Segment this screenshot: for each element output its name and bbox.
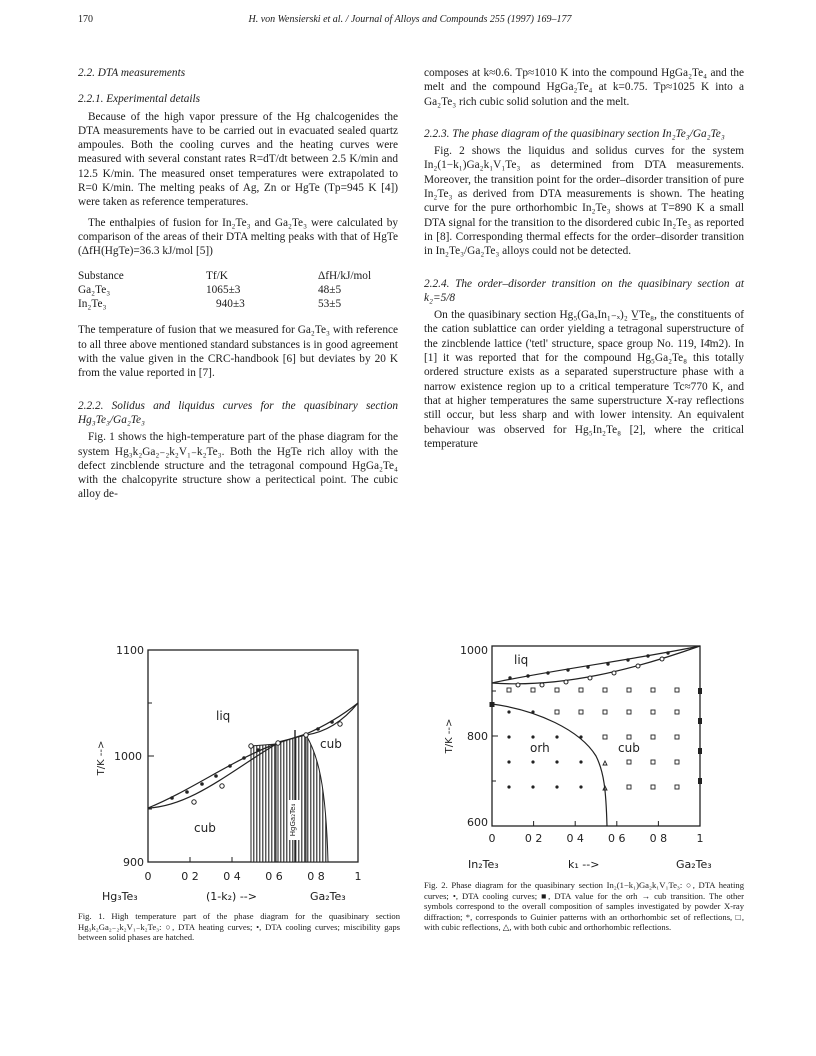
fig1-xtick: 0 8 (307, 870, 325, 883)
table-header-row (78, 269, 371, 283)
paragraph: The temperature of fusion that we measured for Ga₂Te₃ with reference to all three above mentioned standard substances is in good agreement with the value given in the CRC-handbook [6] but deviates by 20 K from the value reported in [7]. (78, 324, 398, 380)
fig2-xtick: 1 (696, 832, 704, 845)
table-header-cell: ΔfH/kJ/mol (318, 269, 372, 282)
table-cell: 53±5 (318, 298, 342, 311)
fig1-xtick: 0 4 (223, 870, 241, 883)
miscibility-gap-outer (306, 735, 328, 862)
subsection-title-solidus: 2.2.2. Solidus and liquidus curves for the quasibinary section Hg₃Te₃/Ga₂Te₃ (78, 399, 398, 426)
fig2-region-orh: orh (530, 741, 550, 755)
fig2-ytick: 1000 (460, 644, 488, 657)
fig1-region-cub-bottom: cub (194, 821, 216, 835)
paragraph: On the quasibinary section Hg₅(GaₓIn₁₋ₓ)₂ V̲Te₈, the constituents of the cation sublattice can order yielding a tetragonal superstructure of the zincblende lattice ('tetl' structure, space group No. 119, I4̄m2). In [1] it was reported that for the compound Hg₅Ga₂Te₈ this totally ordered structure exists as a separated superstructure phase with a narrow existence region up to a critical temperature Tc≈770 K, and that at higher temperatures the same superstructure X-ray reflections still occur, but less sharp and with lower intensity. An equivalent behaviour was observed for Hg₅In₂Te₈ [2], where the critical temperature (424, 309, 744, 450)
table-cell: In₂Te₃ (78, 298, 107, 311)
fig2-xtick: 0 4 (566, 832, 584, 845)
table-header-cell: Substance (78, 269, 124, 282)
fig2-plot (432, 640, 732, 850)
subsection-title-order-disorder: 2.2.4. The order–disorder transition on the quasibinary section at k₂=5/8 (424, 277, 744, 304)
fig1-compound-label: HgGa₂Te₄ (289, 803, 297, 837)
fig1-xlabel: (1-k₂) --> (206, 890, 257, 903)
fig2-ytick: 600 (467, 816, 488, 829)
fig1-xtick: 0 2 (181, 870, 199, 883)
table-header-cell: Tf/K (206, 269, 228, 282)
fig2-ylabel: T/K --> (444, 718, 455, 754)
running-head-text: H. von Wensierski et al. / Journal of Alloys and Compounds 255 (1997) 169–177 (248, 14, 572, 25)
fig1-plot (82, 640, 372, 883)
fig1-right-compound: Ga₂Te₃ (310, 890, 346, 903)
fig1-region-liq: liq (216, 709, 231, 723)
fig2-left-compound: In₂Te₃ (468, 858, 499, 871)
paragraph: composes at k≈0.6. Tp≈1010 K into the compound HgGa₂Te₄ and the melt and the compound HgGa₂Te₄ at k=0.75. Tp≈1025 K into a Ga₂Te₃ rich cubic solid solution and the melt. (424, 67, 744, 108)
paragraph: Fig. 1 shows the high-temperature part of the phase diagram for the system Hg₃k₂Ga₂₋₂k₂V₁₋k₂Te₃. Both the HgTe rich alloy with the defect zincblende structure and the tetragonal compound HgGa₂Te₄ with the chalcopyrite structure show a peritectical point. The cubic alloy de- (78, 431, 398, 501)
fig1-xtick: 1 (354, 870, 362, 883)
subsection-title-experimental: 2.2.1. Experimental details (78, 93, 201, 106)
fig2-xtick: 0 6 (608, 832, 626, 845)
table-cell: 940±3 (216, 298, 245, 311)
table-cell: Ga₂Te₃ (78, 283, 111, 296)
figure-1 (82, 640, 372, 903)
fig1-ytick: 1000 (114, 750, 142, 763)
paragraph: Fig. 2 shows the liquidus and solidus curves for the system In₂(1−k₁)Ga₂k₁V₁Te₃ as determined from DTA measurements. Moreover, the transition point for the order–disorder transition of pure In₂Te₃ as derived from DTA measurements is shown. The heating curve for the pure orthorhombic In₂Te₃ shows at T=890 K a small DTA signal for the transition to the disordered cubic In₂Te₃ as reported in [8]. Corresponding thermal effects for the order–disorder transition in In₂Te₃/Ga₂Te₃ alloys could not be detected. (424, 145, 744, 258)
fig2-xtick: 0 2 (524, 832, 543, 845)
fig1-ytick: 900 (123, 856, 144, 869)
fig2-xlabel: k₁ --> (568, 858, 600, 871)
miscibility-gap-right (278, 735, 306, 862)
table-row (78, 297, 371, 311)
enthalpy-table (78, 269, 371, 312)
paragraph: The enthalpies of fusion for In₂Te₃ and Ga₂Te₃ were calculated by comparison of the areas of their DTA melting peaks with that of HgTe (ΔfH(HgTe)=36.3 kJ/mol [5]) (78, 216, 398, 258)
page-number: 170 (78, 14, 93, 25)
fig1-ytick: 1100 (116, 644, 144, 657)
table-cell: 48±5 (318, 283, 342, 296)
fig2-xtick: 0 (488, 832, 496, 845)
fig1-xtick: 0 (144, 870, 152, 883)
paragraph: Because of the high vapor pressure of the Hg chalcogenides the DTA measurements have to be carried out in evacuated sealed quartz ampoules. Both the cooling curves and the heating curves were measured with several constant rates R=dT/dt between 2.5 K/min and 12.5 K/min. The measured onset temperatures were extrapolated to R=0 K/min. The melting peaks of Ag, Zn or HgTe (Tp=945 K [4]) were taken as reference temperatures. (78, 110, 398, 209)
fig1-xtick: 0 6 (265, 870, 283, 883)
left-column (78, 66, 398, 508)
fig1-region-cub-top: cub (320, 737, 342, 751)
subsection-title-in2te3: 2.2.3. The phase diagram of the quasibinary section In₂Te₃/Ga₂Te₃ (424, 127, 725, 140)
section-title: 2.2. DTA measurements (78, 67, 186, 79)
fig2-ytick: 800 (467, 730, 488, 743)
miscibility-gap-left (251, 744, 276, 862)
fig2-frame (492, 646, 700, 826)
right-column (424, 66, 744, 457)
fig2-right-compound: Ga₂Te₃ (676, 858, 712, 871)
figure-2 (432, 640, 732, 871)
running-header (78, 14, 742, 28)
fig2-xtick: 0 8 (649, 832, 668, 845)
fig1-ylabel: T/K --> (96, 740, 107, 776)
fig2-caption: Fig. 2. Phase diagram for the quasibinary section In₂(1−k₁)Ga₂k₁V₁Te₃: ○, DTA heating curves; •, DTA cooling curves; ■, DTA value for the orh → cub transition. The other symbols correspond to the overall composition of samples investigated by powder X-ray diffraction; *, corresponds to Guinier patterns with an orthorhombic set of reflections, □, with cubic reflections, △, with both cubic and orthorhombic reflections. (424, 880, 744, 933)
fig2-region-cub: cub (618, 741, 640, 755)
fig1-left-compound: Hg₃Te₃ (102, 890, 138, 903)
fig1-caption: Fig. 1. High temperature part of the phase diagram for the quasibinary section Hg₃k₂Ga₂₋₂k₂V₁₋k₂Te₃: ○, DTA heating curves; •, DTA cooling curves; miscibility gaps between solid phases are hatched. (78, 911, 400, 943)
table-row (78, 283, 371, 297)
table-cell: 1065±3 (206, 283, 241, 296)
fig2-region-liq: liq (514, 653, 529, 667)
